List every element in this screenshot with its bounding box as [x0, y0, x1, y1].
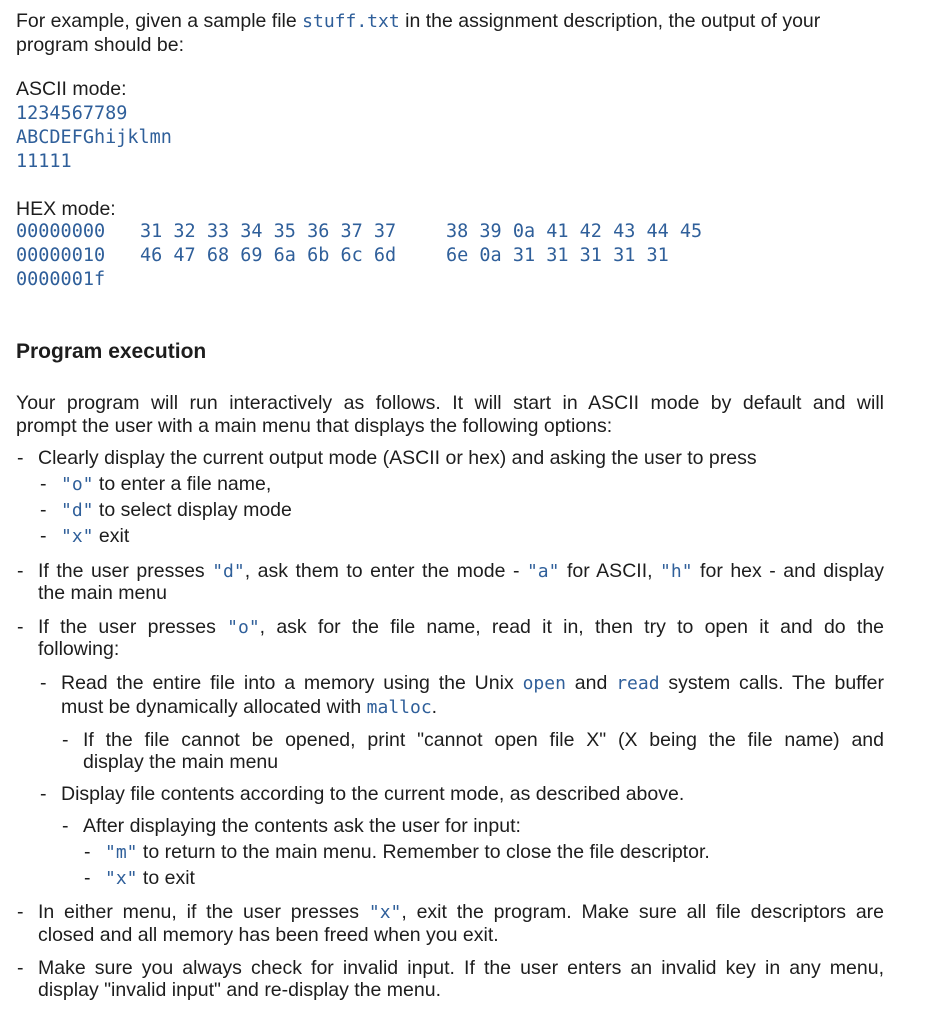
bullet-either-menu-line-1: In either menu, if the user presses "x", exit the program. Make sure all file descriptors are [38, 901, 885, 923]
sub-bullet-d: "d" to select display mode [61, 499, 292, 521]
bullet-dash: - [40, 473, 47, 495]
section-paragraph-line-2: prompt the user with a main menu that displays the following options: [16, 415, 613, 437]
hex-bytes-group: 38 39 0a 41 42 43 44 45 [446, 221, 703, 242]
bullet-presses-d-line-1: If the user presses "d", ask them to enter the mode - "a" for ASCII, "h" for hex - and display [38, 560, 885, 582]
bullet-dash: - [17, 957, 24, 979]
bullet-display-contents: Display file contents according to the current mode, as described above. [61, 783, 685, 805]
bullet-dash: - [62, 815, 69, 837]
bullet-dash: - [40, 525, 47, 547]
bullet-read-file-line-1: Read the entire file into a memory using the Unix open and read system calls. The buffer [61, 672, 884, 694]
bullet-dash: - [62, 729, 69, 751]
sub-bullet-m: "m" to return to the main menu. Remember to close the file descriptor. [105, 841, 710, 863]
hex-offset: 00000010 [16, 245, 106, 266]
section-title: Program execution [16, 340, 207, 363]
bullet-invalid-input-line-1: Make sure you always check for invalid input. If the user enters an invalid key in any menu, [38, 957, 884, 979]
bullet-dash: - [17, 447, 24, 469]
bullet-presses-o-line-1: If the user presses "o", ask for the file name, read it in, then try to open it and do the [38, 616, 885, 638]
ascii-output-line: 1234567789 [16, 103, 128, 124]
intro-line-2: program should be: [16, 34, 185, 56]
hex-offset: 00000000 [16, 221, 106, 242]
bullet-dash: - [84, 867, 91, 889]
sub-bullet-x: "x" exit [61, 525, 130, 547]
bullet-cannot-open-line-1: If the file cannot be opened, print "cannot open file X" (X being the file name) and [83, 729, 884, 751]
intro-line-1: For example, given a sample file stuff.txt in the assignment description, the output of your [16, 10, 821, 32]
bullet-clearly-display: Clearly display the current output mode (ASCII or hex) and asking the user to press [38, 447, 757, 469]
sub-bullet-o: "o" to enter a file name, [61, 473, 272, 495]
bullet-dash: - [17, 901, 24, 923]
ascii-output-line: 11111 [16, 151, 72, 172]
section-paragraph-line-1: Your program will run interactively as follows. It will start in ASCII mode by default and will [16, 392, 884, 414]
bullet-dash: - [40, 672, 47, 694]
bullet-dash: - [17, 616, 24, 638]
bullet-dash: - [17, 560, 24, 582]
bullet-either-menu-line-2: closed and all memory has been freed when you exit. [38, 924, 499, 946]
hex-bytes-group: 31 32 33 34 35 36 37 37 [140, 221, 397, 242]
ascii-mode-label: ASCII mode: [16, 78, 127, 100]
hex-offset: 0000001f [16, 269, 106, 290]
bullet-dash: - [84, 841, 91, 863]
bullet-cannot-open-line-2: display the main menu [83, 751, 279, 773]
hex-bytes-group: 46 47 68 69 6a 6b 6c 6d [140, 245, 397, 266]
bullet-after-displaying: After displaying the contents ask the user for input: [83, 815, 521, 837]
bullet-dash: - [40, 499, 47, 521]
file-name-code: stuff.txt [302, 11, 400, 32]
hex-mode-label: HEX mode: [16, 198, 116, 220]
sub-bullet-x-exit: "x" to exit [105, 867, 195, 889]
bullet-presses-o-line-2: following: [38, 638, 120, 660]
hex-bytes-group: 6e 0a 31 31 31 31 31 [446, 245, 669, 266]
bullet-presses-d-line-2: the main menu [38, 582, 167, 604]
ascii-output-line: ABCDEFGhijklmn [16, 127, 172, 148]
bullet-dash: - [40, 783, 47, 805]
bullet-invalid-input-line-2: display "invalid input" and re-display the menu. [38, 979, 441, 1001]
bullet-read-file-line-2: must be dynamically allocated with malloc. [61, 696, 438, 718]
